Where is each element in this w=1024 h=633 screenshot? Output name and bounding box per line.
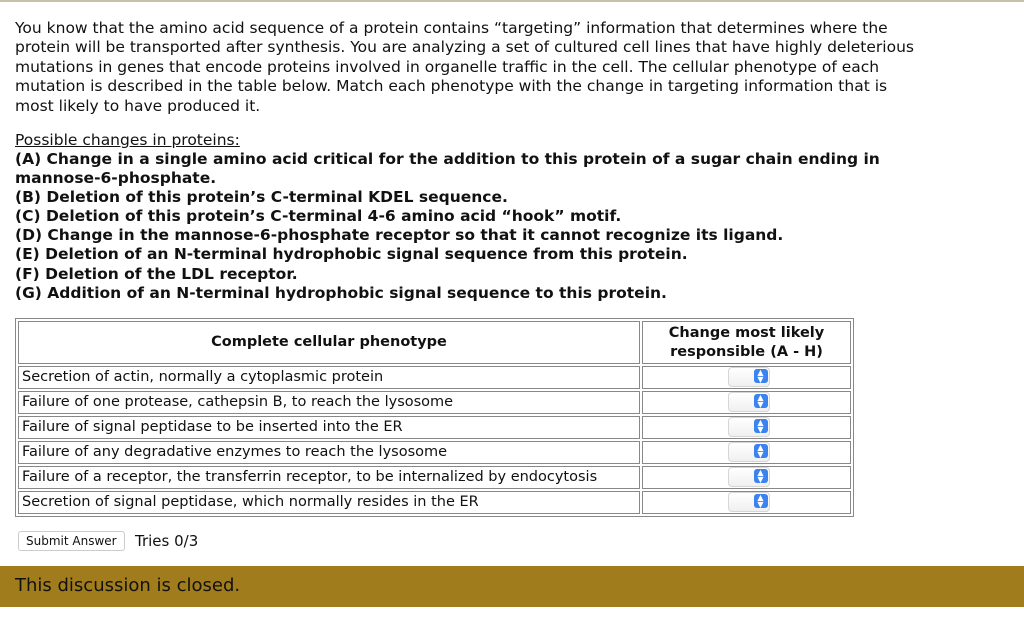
chevron-up-down-icon: ▲ ▼ [754,494,768,508]
phenotype-cell: Failure of any degradative enzymes to reach the lysosome [18,441,640,464]
change-b: (B) Deletion of this protein’s C-terminal KDEL sequence. [15,188,508,207]
change-f: (F) Deletion of the LDL receptor. [15,264,298,283]
table-row [18,391,851,414]
phenotype-table [15,318,854,517]
change-d: (D) Change in the mannose-6-phosphate receptor so that it cannot recognize its ligand. [15,226,784,245]
top-divider [0,0,1024,2]
chevron-up-down-icon: ▲ ▼ [754,419,768,433]
table-header-row [18,321,851,364]
question-intro: You know that the amino acid sequence of a protein contains “targeting” information that determines where the protein will be transported after synthesis. You are analyzing a set of cultured cell lines that have highly deleterious mutations in genes that encode proteins involved in organelle traffic in the cell. The cellular phenotype of each mutation is described in the table below. Match each phenotype with the change in targeting information that is most likely to have produced it. [15,19,914,115]
table-row [18,441,851,464]
answer-select[interactable] [728,467,770,487]
chevron-up-down-icon: ▲ ▼ [754,394,768,408]
phenotype-cell: Failure of one protease, cathepsin B, to reach the lysosome [18,391,640,414]
table-row [18,491,851,514]
phenotype-cell: Secretion of signal peptidase, which normally resides in the ER [18,491,640,514]
answer-select[interactable] [728,442,770,462]
answer-select[interactable] [728,392,770,412]
table-row [18,466,851,489]
table-row [18,416,851,439]
chevron-up-down-icon: ▲ ▼ [754,369,768,383]
phenotype-cell: Failure of a receptor, the transferrin receptor, to be internalized by endocytosis [18,466,640,489]
submit-answer-button[interactable]: Submit Answer [18,531,125,551]
phenotype-cell: Secretion of actin, normally a cytoplasmic protein [18,366,640,389]
change-a: (A) Change in a single amino acid critical for the addition to this protein of a sugar chain ending in mannose-6-phosphate. [15,150,880,188]
change-e: (E) Deletion of an N-terminal hydrophobic signal sequence from this protein. [15,245,688,264]
changes-list [15,150,915,303]
changes-heading: Possible changes in proteins: [15,131,240,149]
answer-select[interactable] [728,492,770,512]
change-g: (G) Addition of an N-terminal hydrophobic signal sequence to this protein. [15,283,667,302]
answer-select[interactable] [728,367,770,387]
chevron-up-down-icon: ▲ ▼ [754,444,768,458]
chevron-up-down-icon: ▲ ▼ [754,469,768,483]
answer-select[interactable] [728,417,770,437]
closed-message: This discussion is closed. [15,575,241,596]
tries-counter: Tries 0/3 [135,532,199,550]
table-row [18,366,851,389]
phenotype-cell: Failure of signal peptidase to be inserted into the ER [18,416,640,439]
change-c: (C) Deletion of this protein’s C-terminal 4-6 amino acid “hook” motif. [15,207,622,226]
header-phenotype: Complete cellular phenotype [18,321,640,364]
header-change: Change most likely responsible (A - H) [642,321,851,364]
